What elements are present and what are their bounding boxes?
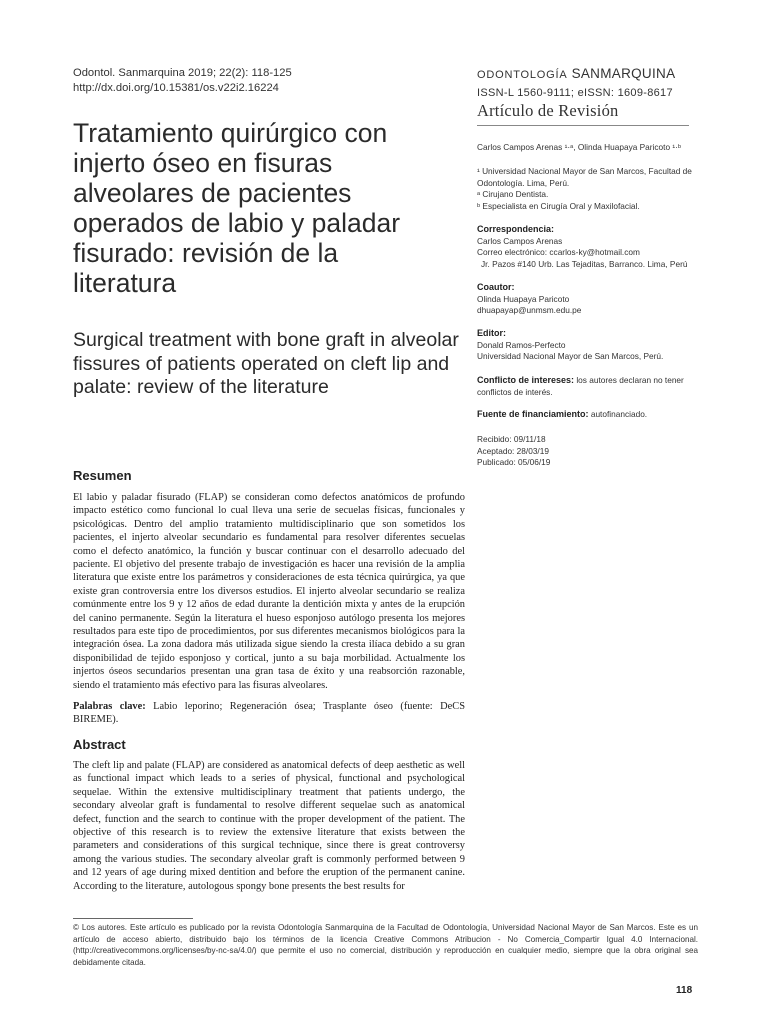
conflict-block — [477, 375, 712, 398]
conflict-text: los autores declaran no tener conflictos de interés. — [477, 375, 684, 397]
journal-name — [477, 66, 717, 81]
abstract-heading: Abstract — [73, 737, 126, 752]
conflict-label: Conflicto de intereses: — [477, 375, 575, 385]
funding-block — [477, 409, 717, 421]
resumen-heading: Resumen — [73, 468, 132, 483]
correspondence-email[interactable]: Correo electrónico: ccarlos-ky@hotmail.com — [477, 247, 640, 257]
coauthor-label: Coautor: — [477, 282, 515, 292]
keywords-label: Palabras clave: — [73, 701, 146, 712]
page-number: 118 — [676, 985, 693, 996]
title-english: Surgical treatment with bone graft in alveolar fissures of patients operated on cleft lip and palate: review of the literature — [73, 329, 459, 398]
header-rule — [477, 125, 689, 126]
abstract-text: The cleft lip and palate (FLAP) are considered as anatomical defects of deep aesthetic as well as functional impact which leads to a series of physical, functional and psychological sequelae. Within the extensive multidisciplinary treatment that patients undergo, the secondary alveolar graft is fundamental to resolve different sequelae such as anatomical defect, function and the search to continue with the proper development of the patient. The objective of this research is to review the extensive literature that exists between the parameters and considerations of this surgical technique, since there is great controversy among the various studies. The secondary alveolar graft is commonly performed between 9 and 12 years of age during mixed dentition and before the eruption of the permanent canine. According to the literature, autologous spongy bone presents the best results for — [73, 760, 465, 892]
correspondence-label: Correspondencia: — [477, 224, 555, 234]
coauthor-block — [477, 282, 717, 317]
journal-header — [477, 66, 717, 126]
dates-block — [477, 434, 717, 469]
license-rule — [73, 918, 193, 919]
editor-label: Editor: — [477, 328, 506, 338]
resumen-text: El labio y paladar fisurado (FLAP) se consideran como defectos anatómicos de profundo impacto estético como funcional lo cual lleva una serie de secuelas físicas, funcionales y psicológicas. Dentro del amplio tratamiento multidisciplinario que son sometidos los pacientes, el injerto alveolar secundario es fundamental para resolver diferentes secuelas como el defecto anatómico, la función y buscar continuar con el desarrollo adecuado del paciente. El objetivo del presente trabajo de investigación es hacer una revisión de la amplia literatura que existe entre los parámetros y consideraciones de esta técnica quirúrgica, ya que existe gran controversia entre los diversos estudios. El injerto alveolar secundario se realiza comúnmente entre los 9 y 12 años de edad durante la dentición mixta y antes de la erupción del canino permanente. Según la literatura el hueso esponjoso autólogo presenta los mejores resultados para este tipo de procedimientos, por sus diferentes mecanismos biológicos para la integración ósea. La zona dadora más utilizada sigue siendo la cresta ilíaca debido a su gran disponibilidad de tejido esponjoso y cortical, junto a su baja morbilidad. Actualmente los injertos óseos secundarios presentan una gran tasa de éxito y una reabsorción razonable, siendo el tratamiento más efectivo para las fisuras alveolares. — [73, 492, 465, 691]
correspondence-block — [477, 224, 717, 270]
funding-text: autofinanciado. — [590, 409, 648, 419]
title-spanish: Tratamiento quirúrgico con injerto óseo en fisuras alveolares de pacientes operados de labio y paladar fisurado: revisión de la literatura — [73, 118, 401, 298]
editor-affiliation: Universidad Nacional Mayor de San Marcos, Perú. — [477, 351, 664, 361]
coauthor-email[interactable]: dhuapayap@unmsm.edu.pe — [477, 305, 582, 315]
article-type: Artículo de Revisión — [477, 101, 619, 120]
editor-block — [477, 328, 717, 363]
coauthor-name: Olinda Huapaya Paricoto — [477, 293, 570, 304]
correspondence-name: Carlos Campos Arenas — [477, 235, 563, 246]
published-date: Publicado: 05/06/19 — [477, 457, 551, 467]
keywords-text: Labio leporino; Regeneración ósea; Trasplante óseo (fuente: DeCS BIREME). — [73, 701, 465, 726]
affiliation-b: ᵇ Especialista en Cirugía Oral y Maxilofacial. — [477, 200, 640, 211]
affiliation-1: ¹ Universidad Nacional Mayor de San Marcos, Facultad de Odontología. Lima, Perú. — [477, 166, 692, 188]
citation-journal: Odontol. Sanmarquina 2019; 22(2): 118-125 — [73, 67, 292, 79]
funding-label: Fuente de financiamiento: — [477, 409, 589, 419]
affiliation-a: ᵃ Cirujano Dentista. — [477, 189, 549, 199]
received-date: Recibido: 09/11/18 — [477, 434, 546, 444]
issn: ISSN-L 1560-9111; eISSN: 1609-8617 — [477, 87, 673, 99]
journal-name-part1: ODONTOLOGÍA — [477, 69, 568, 81]
accepted-date: Aceptado: 28/03/19 — [477, 445, 549, 456]
correspondence-address: Jr. Pazos #140 Urb. Las Tejaditas, Barranco. Lima, Perú — [481, 258, 688, 269]
affiliations — [477, 166, 717, 212]
license-note: © Los autores. Este artículo es publicado por la revista Odontología Sanmarquina de la Facultad de Odontología, Universidad Nacional Mayor de San Marcos. Este es un artículo de acceso abierto, distribuido bajo los términos de la licencia Creative Commons Atribucion - No Comercia_Compartir Igual 4.0 Internacional. (http://creativecommons.org/licenses/by-nc-sa/4.0/) que permite el uso no comercial, distribución y reproducción en cualquier medio, siempre que la obra original sea debidamente citada. — [73, 923, 698, 967]
keywords — [73, 700, 465, 727]
editor-name: Donald Ramos-Perfecto — [477, 339, 566, 350]
authors: Carlos Campos Arenas ¹·ᵃ, Olinda Huapaya Paricoto ¹·ᵇ — [477, 142, 682, 152]
journal-name-part2: SANMARQUINA — [571, 66, 676, 81]
doi-link[interactable]: http://dx.doi.org/10.15381/os.v22i2.16224 — [73, 82, 279, 94]
citation-block — [73, 66, 292, 96]
